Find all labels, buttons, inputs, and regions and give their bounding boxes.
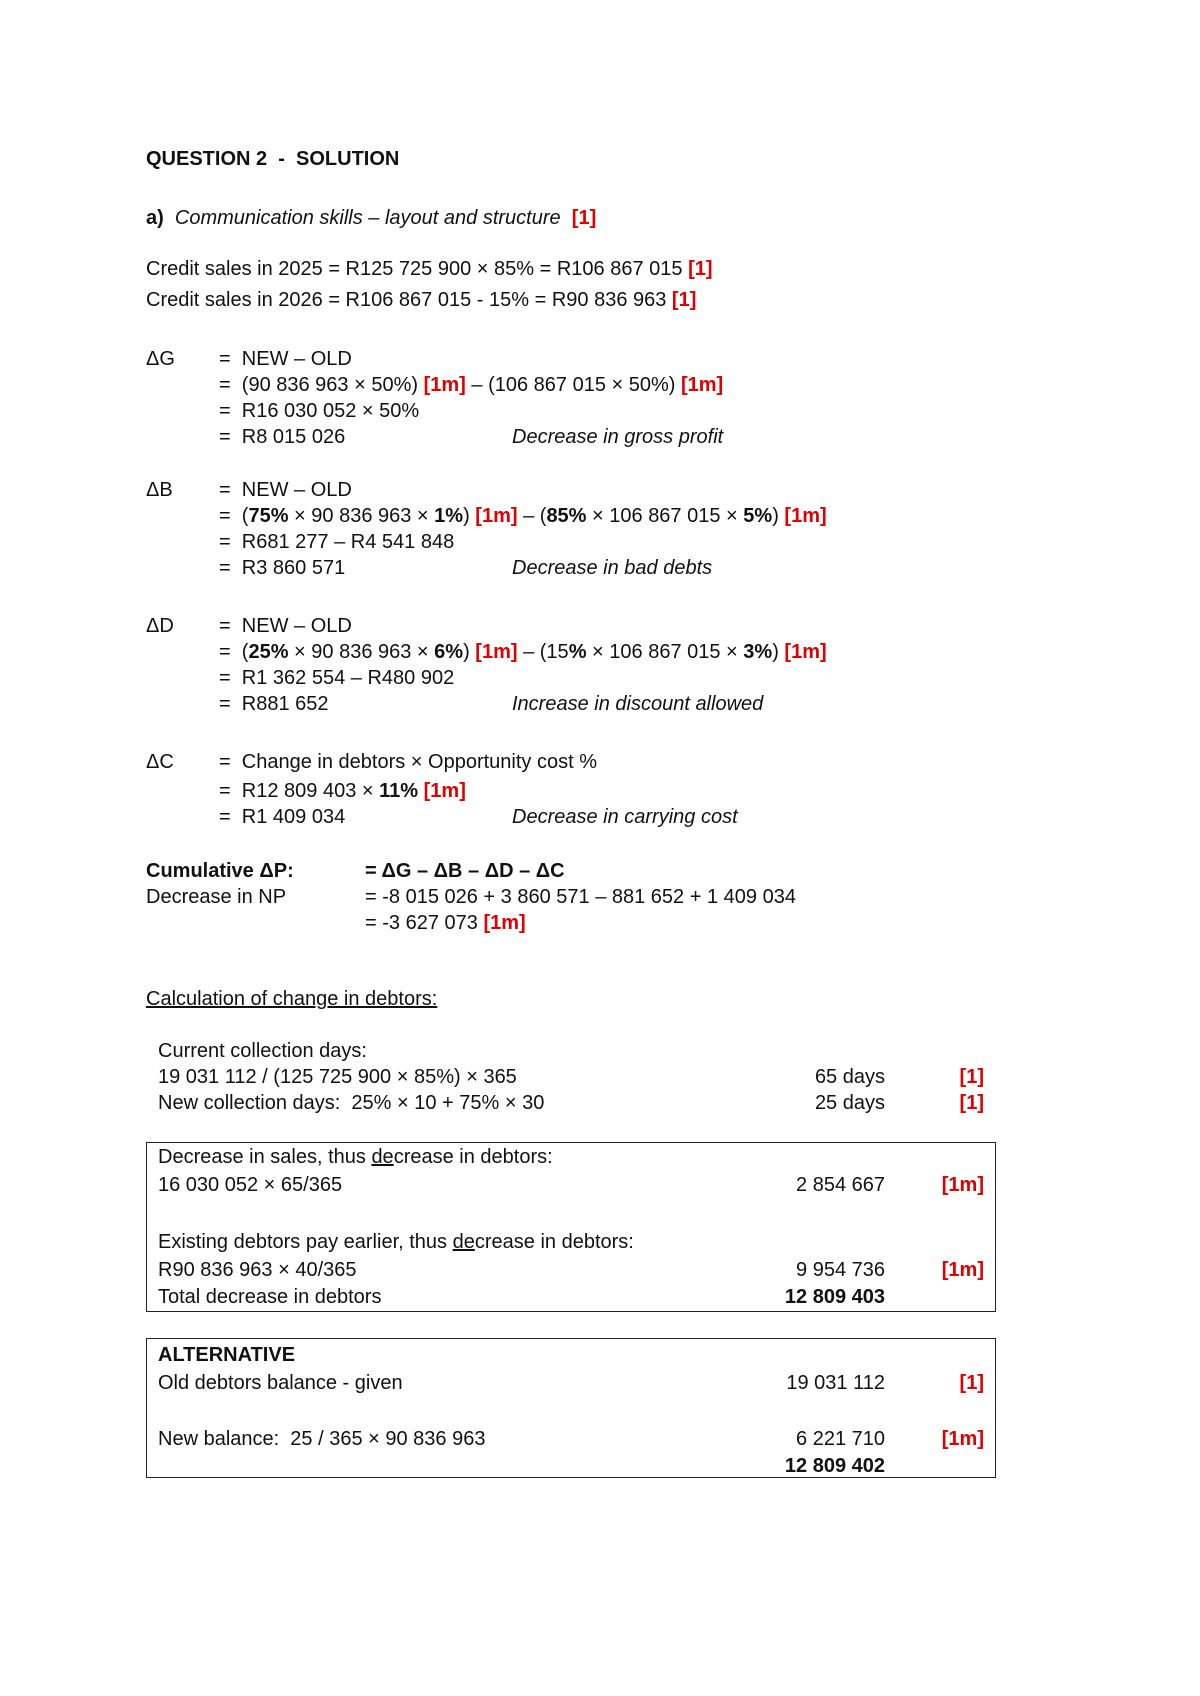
delta-b-line4: = R3 860 571 (219, 557, 346, 579)
credit-sales-2025 (146, 257, 713, 281)
delta-c-line3: = R1 409 034 (219, 806, 346, 828)
formula-bold: 3% (743, 641, 773, 663)
mark: [1m] (784, 505, 827, 527)
delta-d-line4: = R881 652 (219, 693, 329, 715)
mark: [1m] (418, 780, 466, 802)
alternative-heading: ALTERNATIVE (158, 1344, 296, 1366)
box2-row2-value: 6 221 710 (796, 1428, 885, 1450)
delta-c-line1: = Change in debtors × Opportunity cost % (219, 751, 597, 773)
formula-part: – (15 (517, 641, 569, 663)
delta-d-symbol: ΔD (146, 615, 174, 637)
mark: [1m] (941, 1259, 984, 1281)
box1-row2-value: 2 854 667 (796, 1174, 885, 1196)
box1-row4-formula: R90 836 963 × 40/365 (158, 1259, 357, 1281)
new-collection-label: New collection days: 25% × 10 + 75% × 30 (158, 1092, 545, 1114)
box2-row1-value: 19 031 112 (786, 1372, 885, 1394)
credit-sales-text: Credit sales in 2026 = R106 867 015 - 15% = R90 836 963 (146, 289, 672, 311)
delta-b-symbol: ΔB (146, 479, 173, 501)
decrease-np-label: Decrease in NP (146, 886, 287, 908)
current-collection-formula: 19 031 112 / (125 725 900 × 85%) × 365 (158, 1066, 517, 1088)
box2-row2-label: New balance: 25 / 365 × 90 836 963 (158, 1428, 486, 1450)
mark: [1m] (475, 641, 518, 663)
mark: [1] (671, 289, 697, 311)
formula-bold: 6% (434, 641, 464, 663)
formula-part: ) (463, 505, 476, 527)
formula-bold: 75% (248, 505, 289, 527)
mark: [1m] (423, 374, 466, 396)
delta-b-line2 (219, 504, 827, 528)
formula-bold: 5% (743, 505, 773, 527)
current-collection-label: Current collection days: (158, 1040, 367, 1062)
delta-g-line3: = R16 030 052 × 50% (219, 400, 420, 422)
mark: [1m] (784, 641, 827, 663)
delta-g-line1: = NEW – OLD (219, 348, 352, 370)
formula-part: ) (463, 641, 476, 663)
formula-part: × 90 836 963 × (288, 641, 435, 663)
formula-bold: % (568, 641, 587, 663)
delta-d-line3: = R1 362 554 – R480 902 (219, 667, 455, 689)
mark: [1] (959, 1092, 984, 1114)
delta-b-line1: = NEW – OLD (219, 479, 352, 501)
delta-b-note: Decrease in bad debts (512, 557, 713, 579)
box1-row3 (158, 1230, 634, 1254)
delta-g-symbol: ΔG (146, 348, 175, 370)
formula-part: = R12 809 403 × (219, 780, 380, 802)
formula-part: = (90 836 963 × 50%) (219, 374, 424, 396)
formula-part: – (106 867 015 × 50%) (465, 374, 681, 396)
box1-row1 (158, 1145, 553, 1169)
formula-bold: 1% (434, 505, 464, 527)
cumulative-formula: = ΔG – ΔB – ΔD – ΔC (365, 860, 565, 882)
mark: [1m] (483, 912, 526, 934)
delta-b-line3: = R681 277 – R4 541 848 (219, 531, 455, 553)
mark: [1] (688, 258, 713, 280)
cumulative-result (365, 911, 526, 935)
formula-part: = ( (219, 505, 249, 527)
mark: [1m] (475, 505, 518, 527)
delta-g-note: Decrease in gross profit (512, 426, 724, 448)
mark: [1m] (680, 374, 724, 396)
box1-total-label: Total decrease in debtors (158, 1286, 382, 1308)
result-value: = -3 627 073 (365, 912, 484, 934)
formula-bold: 85% (546, 505, 587, 527)
delta-c-note: Decrease in carrying cost (512, 806, 738, 828)
box1-total-value: 12 809 403 (784, 1286, 885, 1308)
box1-row2-formula: 16 030 052 × 65/365 (158, 1174, 343, 1196)
page-title: QUESTION 2 - SOLUTION (146, 148, 400, 170)
delta-d-note: Increase in discount allowed (512, 693, 764, 715)
part-a-text: Communication skills – layout and structure (174, 207, 561, 229)
part-a-letter: a) (146, 207, 164, 229)
text-underlined: de (371, 1146, 394, 1168)
delta-d-line2 (219, 640, 827, 664)
formula-part: × 106 867 015 × (586, 641, 744, 663)
text-underlined: de (452, 1231, 475, 1253)
delta-c-symbol: ΔC (146, 751, 174, 773)
delta-g-line4: = R8 015 026 (219, 426, 346, 448)
credit-sales-text: Credit sales in 2025 = R125 725 900 × 85% = R106 867 015 (146, 258, 689, 280)
new-collection-value: 25 days (814, 1092, 885, 1114)
mark: [1] (959, 1066, 984, 1088)
debtors-calc-heading: Calculation of change in debtors: (146, 988, 438, 1010)
mark: [1m] (941, 1174, 984, 1196)
box2-row1-label: Old debtors balance - given (158, 1372, 403, 1394)
part-a-heading (146, 206, 596, 230)
text-part: Decrease in sales, thus (158, 1146, 372, 1168)
formula-bold: 25% (248, 641, 289, 663)
delta-g-line2 (219, 373, 723, 397)
formula-part: = ( (219, 641, 249, 663)
formula-part: ) (772, 641, 785, 663)
delta-c-line2 (219, 779, 466, 803)
cumulative-calc: = -8 015 026 + 3 860 571 – 881 652 + 1 409 034 (365, 886, 796, 908)
box2-total-value: 12 809 402 (784, 1455, 885, 1477)
box1-row4-value: 9 954 736 (796, 1259, 885, 1281)
formula-part: × 90 836 963 × (288, 505, 435, 527)
text-part: Existing debtors pay earlier, thus (158, 1231, 453, 1253)
delta-d-line1: = NEW – OLD (219, 615, 352, 637)
text-part: crease in debtors: (393, 1146, 553, 1168)
mark: [1] (959, 1372, 984, 1394)
mark: [1m] (941, 1428, 984, 1450)
formula-part: ) (772, 505, 785, 527)
mark: [1] (571, 207, 597, 229)
formula-part: × 106 867 015 × (586, 505, 744, 527)
current-collection-value: 65 days (814, 1066, 885, 1088)
credit-sales-2026 (146, 288, 696, 312)
formula-bold: 11% (379, 780, 419, 802)
text-part: crease in debtors: (474, 1231, 634, 1253)
cumulative-label: Cumulative ΔP: (146, 860, 294, 882)
formula-part: – ( (517, 505, 547, 527)
